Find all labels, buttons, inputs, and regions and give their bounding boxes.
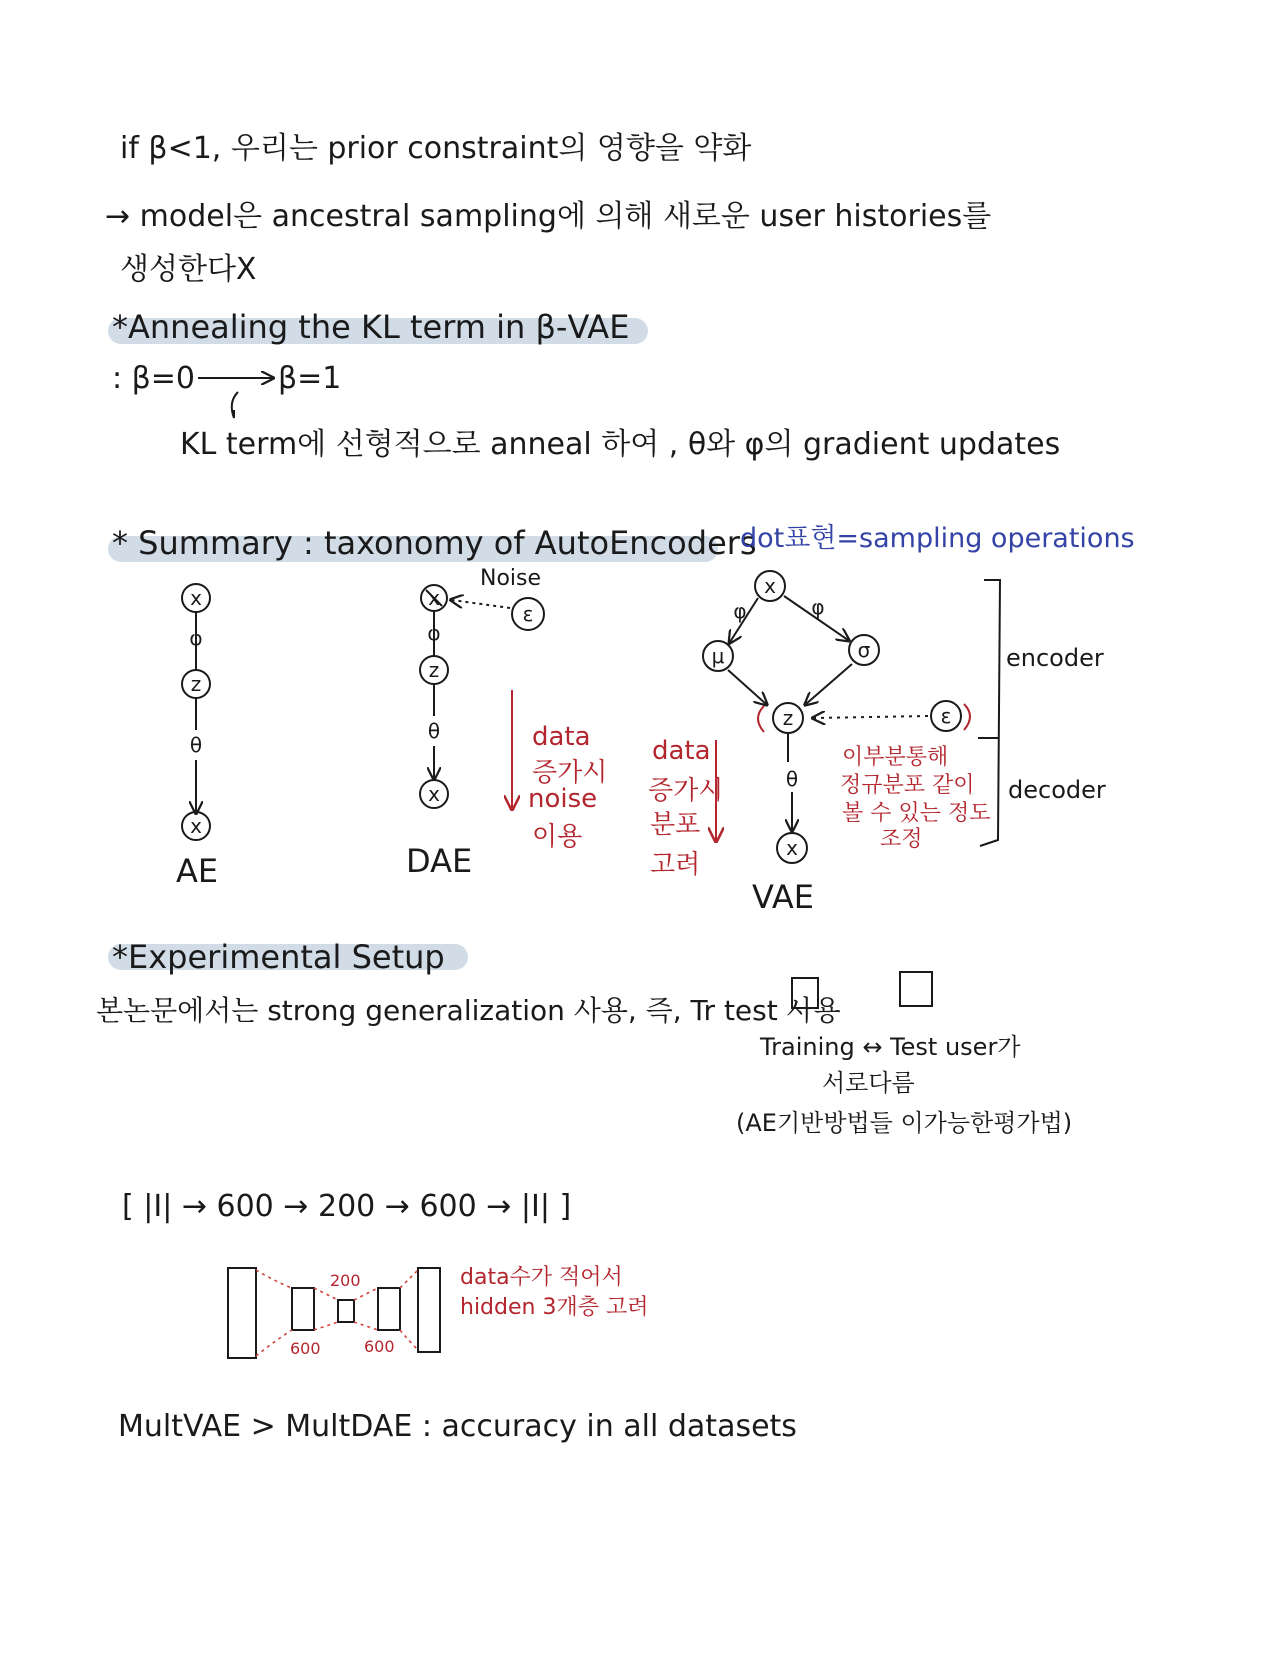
vae-node-x-out: x <box>786 836 798 860</box>
ae-diagram <box>182 584 210 840</box>
vae-note-2: 증가시 <box>648 776 724 806</box>
dae-label: DAE <box>406 842 473 880</box>
dae-note-2: 증가시 <box>532 758 608 788</box>
dae-note-1: data <box>532 722 591 752</box>
vae-node-mu: μ <box>711 644 725 668</box>
ae-node-x: x <box>190 586 202 610</box>
summary-note: dot표현=sampling operations <box>740 523 1135 554</box>
arch-label-600-left: 600 <box>290 1339 321 1358</box>
setup-sub-3: (AE기반방법들 이가능한평가법) <box>736 1109 1073 1137</box>
vae-note-1: data <box>652 736 711 766</box>
vae-node-sigma: σ <box>857 638 871 662</box>
vae-note-3: 분포 <box>650 810 701 840</box>
arch-label-200: 200 <box>330 1271 361 1290</box>
dae-node-x-out: x <box>428 782 440 806</box>
arch-note-1: data수가 적어서 <box>460 1265 623 1290</box>
dae-note-4: 이용 <box>532 822 583 852</box>
dae-noise-node: ε <box>522 602 534 626</box>
dae-param-theta: θ <box>427 719 441 743</box>
beta-schedule-start: : β=0 <box>112 361 196 396</box>
dae-note-3: noise <box>528 784 598 814</box>
setup-sub-2: 서로다름 <box>822 1069 915 1097</box>
vae-node-x: x <box>764 574 776 598</box>
arch-label-600-right: 600 <box>364 1337 395 1356</box>
ae-label: AE <box>176 852 219 890</box>
intro-line: if β<1, 우리는 prior constraint의 영향을 약화 <box>120 131 752 166</box>
ae-node-z: z <box>190 672 202 696</box>
encoder-label: encoder <box>1006 644 1104 672</box>
vae-side-note-2: 정규분포 같이 <box>840 773 975 798</box>
dae-node-z: z <box>428 658 440 682</box>
vae-label: VAE <box>752 878 814 916</box>
beta-schedule-end: β=1 <box>278 361 342 396</box>
conclusion-line: MultVAE > MultDAE : accuracy in all datasets <box>118 1409 797 1444</box>
arch-note-2: hidden 3개층 고려 <box>460 1295 649 1320</box>
ancestral-sampling-line: → model은 ancestral sampling에 의해 새로운 user histories를 <box>105 199 992 234</box>
setup-heading: *Experimental Setup <box>112 938 445 976</box>
vae-side-note-4: 조정 <box>880 827 923 852</box>
setup-sub-1: Training ↔ Test user가 <box>760 1033 1021 1061</box>
ae-param-phi: φ <box>189 626 203 650</box>
noise-label: Noise <box>480 566 542 591</box>
decoder-label: decoder <box>1008 776 1106 804</box>
vae-node-z: z <box>782 706 794 730</box>
vae-note-4: 고려 <box>650 850 701 880</box>
dae-param-phi: φ <box>427 621 441 645</box>
dae-node-x: x <box>428 586 440 610</box>
vae-param-phi-left: φ <box>733 599 747 623</box>
annealing-heading: *Annealing the KL term in β-VAE <box>112 308 630 346</box>
vae-side-note-1: 이부분통해 <box>842 745 949 770</box>
architecture-line: [ |I| → 600 → 200 → 600 → |I| ] <box>122 1189 572 1224</box>
vae-node-epsilon: ε <box>940 704 952 728</box>
summary-heading: * Summary : taxonomy of AutoEncoders <box>112 524 757 562</box>
vae-side-note-3: 볼 수 있는 정도 <box>842 801 991 826</box>
vae-diagram <box>703 571 1000 863</box>
annealing-note: KL term에 선형적으로 anneal 하여 , θ와 φ의 gradient updates <box>180 427 1061 462</box>
vae-param-theta: θ <box>785 767 799 791</box>
setup-line: 본논문에서는 strong generalization 사용, 즉, Tr test 사용 <box>96 994 841 1027</box>
ae-node-x-out: x <box>190 814 202 838</box>
cannot-generate-line: 생성한다X <box>120 252 257 287</box>
vae-param-phi-right: φ <box>811 595 825 619</box>
ae-param-theta: θ <box>189 733 203 757</box>
